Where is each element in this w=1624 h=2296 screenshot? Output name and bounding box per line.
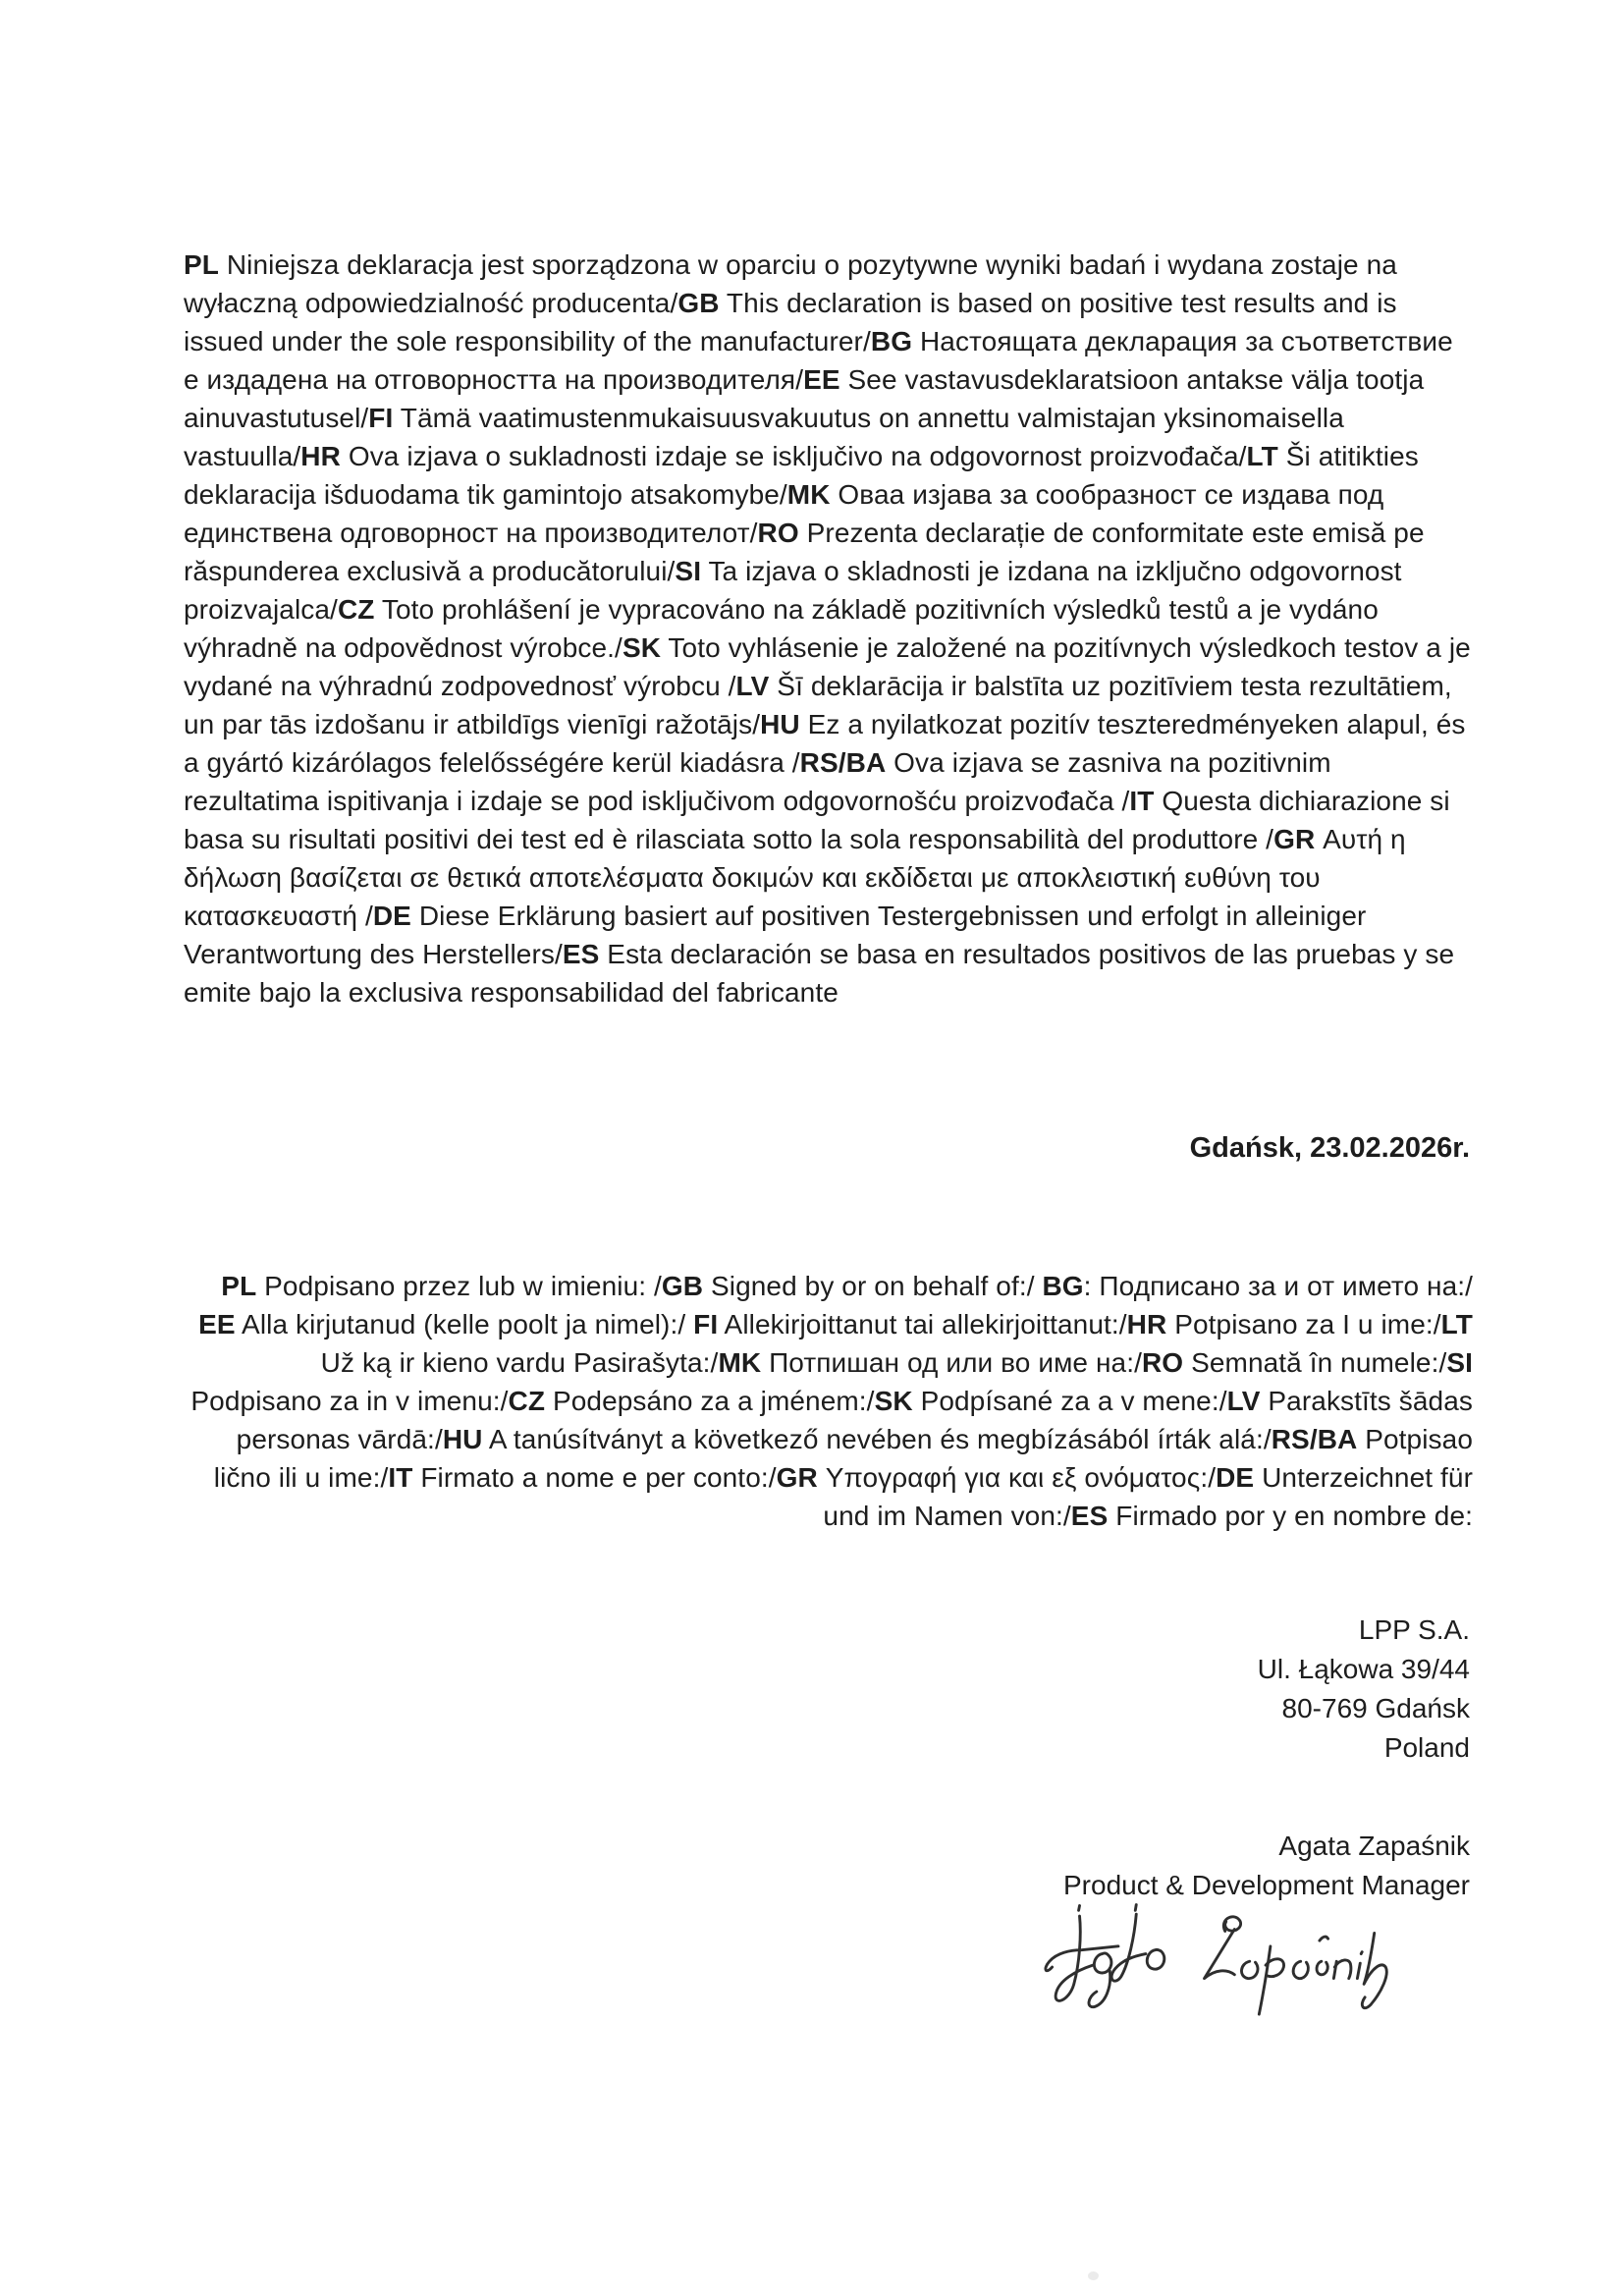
scan-artifact-dot [1088,2271,1099,2280]
date-line: Gdańsk, 23.02.2026r. [1189,1132,1470,1164]
company-name: LPP S.A. [1358,1614,1470,1645]
signer-title: Product & Development Manager [1063,1870,1470,1900]
company-country: Poland [1383,1732,1470,1763]
company-street: Ul. Łąkowa 39/44 [1257,1654,1470,1684]
signed-by-paragraph: PL Podpisano przez lub w imieniu: /GB Signed by or on behalf of:/ BG: Подписано за и от името на:/ EE Alla kirjutanud (kelle poolt ja nimel):/ FI Allekirjoittanut tai allekirjoittanut:/HR Potpisano za I u ime:/LT Už ką ir kieno vardu Pasirašyta:/MK Потпишан од или во име на:/RO Semnată în numele:/SI Podpisano za in v imenu:/CZ Podepsáno za a jménem:/SK Podpísané za a v mene:/LV Parakstīts šādas personas vārdā:/HU A tanúsítványt a következő nevében és megbízásából írták alá:/RS/BA Potpisao lično ili u ime:/IT Firmato a nome e per conto:/GR Υπογραφή για και εξ ονόματος:/DE Unterzeichnet für und im Namen von:/ES Firmado por y en nombre de: [190,1271,1473,1531]
company-city: 80-769 Gdańsk [1281,1693,1470,1723]
company-address-block [184,1611,1470,1768]
handwritten-signature [1043,1893,1392,2043]
declaration-paragraph: PL Niniejsza deklaracja jest sporządzona w oparciu o pozytywne wyniki badań i wydana zostaje na wyłaczną odpowiedzialność producenta/GB This declaration is based on positive test results and is issued under the sole responsibility of the manufacturer/BG Настоящата декларация за съответствие е издадена на отговорността на производителя/EE See vastavusdeklaratsioon antakse välja tootja ainuvastutusel/FI Tämä vaatimustenmukaisuusvakuutus on annettu valmistajan yksinomaisella vastuulla/HR Ova izjava o sukladnosti izdaje se isključivo na odgovornost proizvođača/LT Ši atitikties deklaracija išduodama tik gamintojo atsakomybe/MK Оваа изјава за сообразност се издава под единствена одговорност на производителот/RO Prezenta declarație de conformitate este emisă pe răspunderea exclusivă a producătorului/SI Ta izjava o skladnosti je izdana na izključno odgovornost proizvajalca/CZ Toto prohlášení je vypracováno na základě pozitivních výsledků testů a je vydáno výhradně na odpovědnost výrobce./SK Toto vyhlásenie je založené na pozitívnych výsledkoch testov a je vydané na výhradnú zodpovednosť výrobcu /LV Šī deklarācija ir balstīta uz pozitīviem testa rezultātiem, un par tās izdošanu ir atbildīgs vienīgi ražotājs/HU Ez a nyilatkozat pozitív teszteredményeken alapul, és a gyártó kizárólagos felelősségére kerül kiadásra /RS/BA Ova izjava se zasniva na pozitivnim rezultatima ispitivanja i izdaje se pod isključivom odgovornošću proizvođača /IT Questa dichiarazione si basa su risultati positivi dei test ed è rilasciata sotto la sola responsabilità del produttore /GR Αυτή η δήλωση βασίζεται σε θετικά αποτελέσματα δοκιμών και εκδίδεται με αποκλειστική ευθύνη του κατασκευαστή /DE Diese Erklärung basiert auf positiven Testergebnissen und erfolgt in alleiniger Verantwortung des Herstellers/ES Esta declaración se basa en resultados positivos de las pruebas y se emite bajo la exclusiva responsabilidad del fabricante [184,249,1471,1008]
signer-name: Agata Zapaśnik [1278,1831,1470,1861]
